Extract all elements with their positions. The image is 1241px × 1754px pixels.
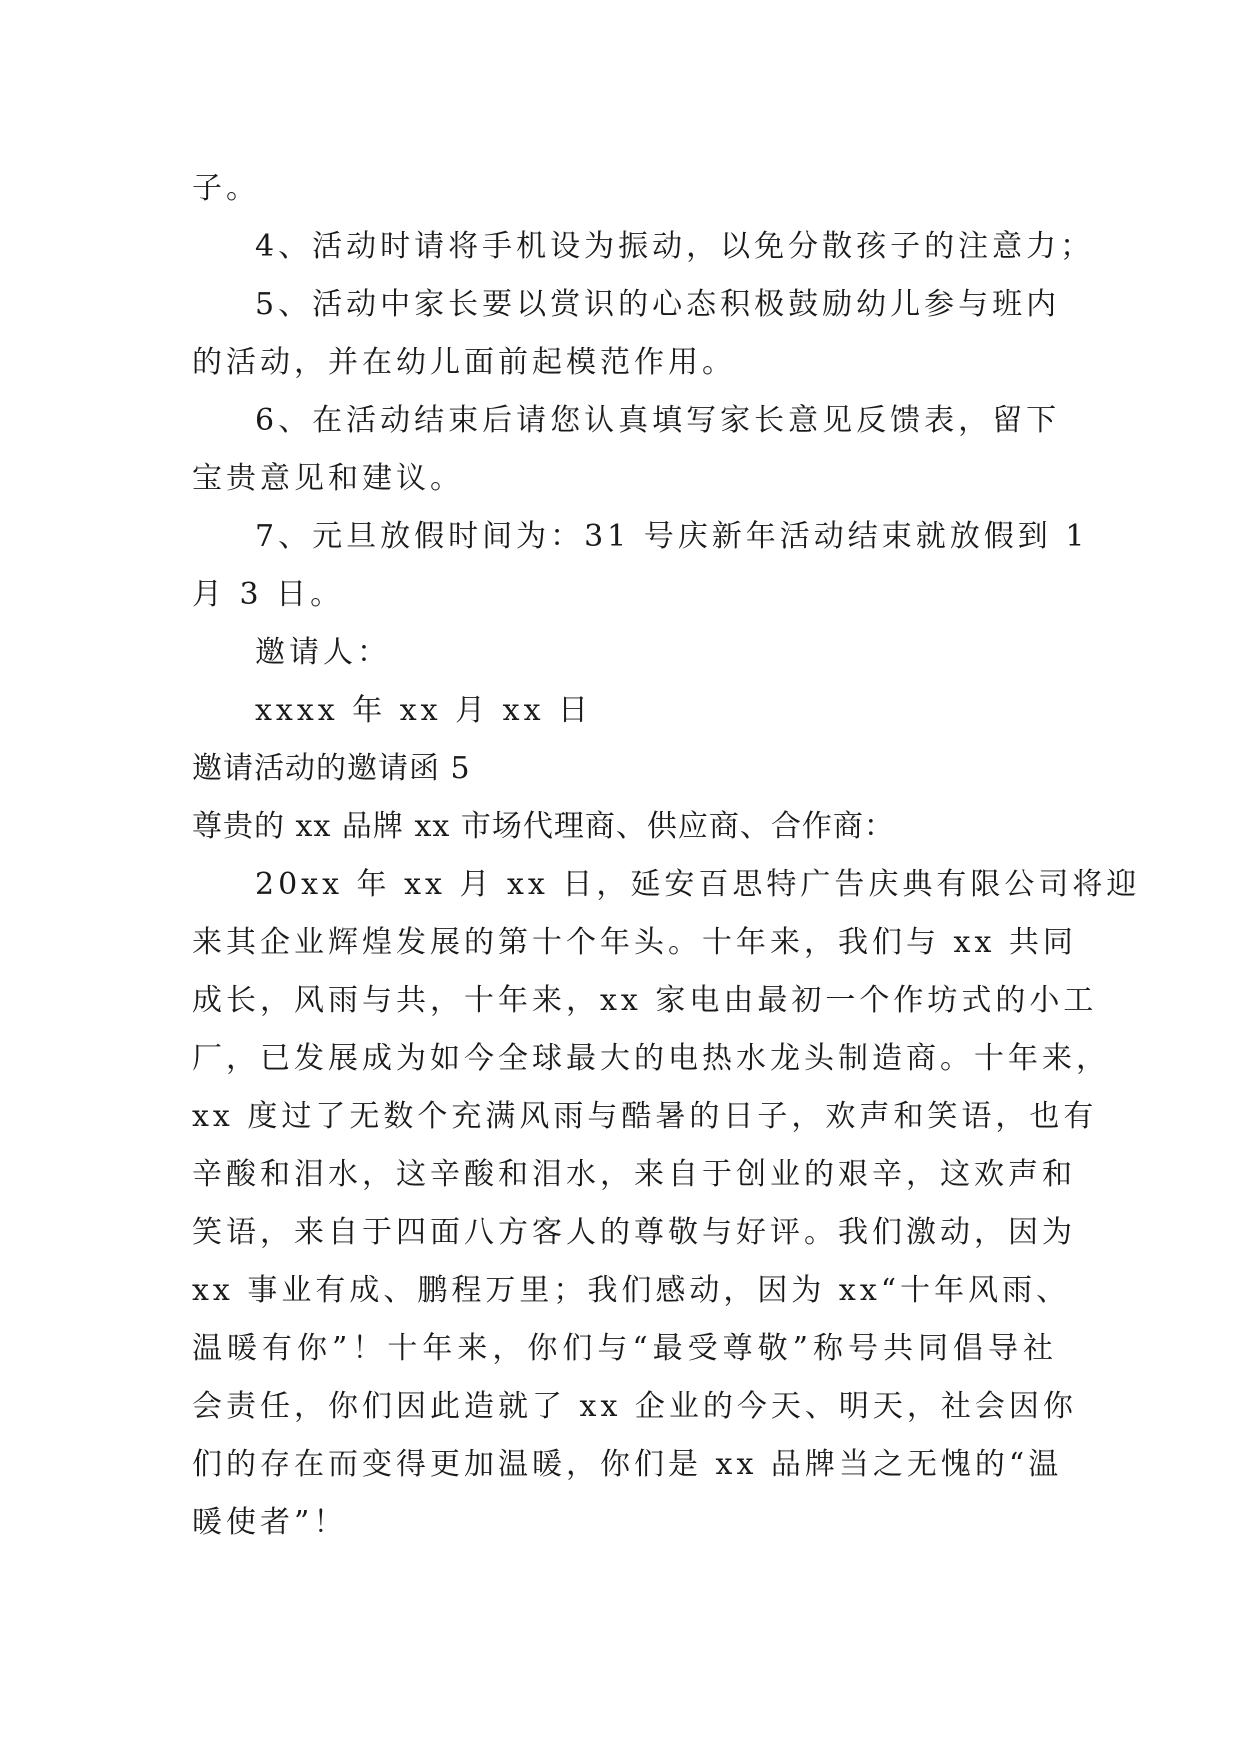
text-line: 会责任，你们因此造就了 xx 企业的今天、明天，社会因你 [192, 1389, 1077, 1424]
section-heading: 邀请活动的邀请函 5 [192, 751, 471, 786]
text-line: 成长，风雨与共，十年来，xx 家电由最初一个作坊式的小工 [192, 983, 1098, 1018]
text-line: 的活动，并在幼儿面前起模范作用。 [192, 345, 736, 380]
text-line: xx 事业有成、鹏程万里；我们感动，因为 xx“十年风雨、 [192, 1273, 1071, 1308]
text-line: 笑语，来自于四面八方客人的尊敬与好评。我们激动，因为 [192, 1215, 1076, 1250]
text-line: 温暖有你”！十年来，你们与“最受尊敬”称号共同倡导社 [192, 1331, 1057, 1366]
text-line: 20xx 年 xx 月 xx 日，延安百思特广告庆典有限公司将迎 [255, 867, 1141, 902]
text-line: xx 度过了无数个充满风雨与酷暑的日子，欢声和笑语，也有 [192, 1099, 1098, 1134]
text-line: 月 3 日。 [192, 577, 345, 612]
signature-label: 邀请人： [255, 635, 391, 670]
text-line: 5、活动中家长要以赏识的心态积极鼓励幼儿参与班内 [255, 287, 1061, 322]
text-line: 7、元旦放假时间为：31 号庆新年活动结束就放假到 1 [255, 519, 1089, 554]
text-line: 6、在活动结束后请您认真填写家长意见反馈表，留下 [255, 403, 1061, 438]
signature-date: xxxx 年 xx 月 xx 日 [255, 693, 593, 728]
document-page [192, 160, 1141, 1552]
text-line: 来其企业辉煌发展的第十个年头。十年来，我们与 xx 共同 [192, 925, 1077, 960]
text-line: 宝贵意见和建议。 [192, 461, 464, 496]
text-line: 子。 [192, 171, 260, 206]
text-line: 辛酸和泪水，这辛酸和泪水，来自于创业的艰辛，这欢声和 [192, 1157, 1076, 1192]
text-line: 们的存在而变得更加温暖，你们是 xx 品牌当之无愧的“温 [192, 1447, 1063, 1482]
salutation: 尊贵的 xx 品牌 xx 市场代理商、供应商、合作商： [192, 809, 895, 844]
text-line: 4、活动时请将手机设为振动，以免分散孩子的注意力； [255, 229, 1095, 264]
text-line: 暖使者”！ [192, 1505, 348, 1540]
text-line: 厂，已发展成为如今全球最大的电热水龙头制造商。十年来， [192, 1041, 1110, 1076]
